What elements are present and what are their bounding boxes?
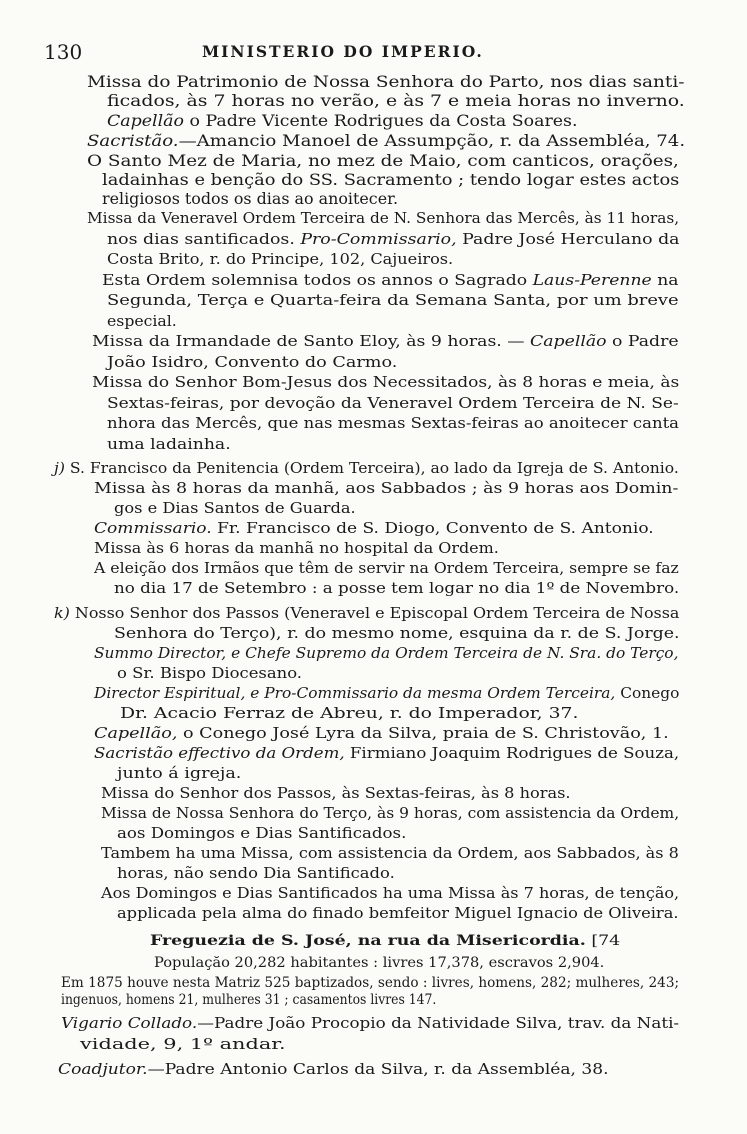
text-run: Costa Brito, r. do Principe, 102, Cajueiros. <box>107 250 454 268</box>
text-line <box>107 290 679 310</box>
text-run: Commissario. <box>94 519 212 537</box>
text-line <box>61 990 436 1010</box>
text-line <box>94 478 678 498</box>
text-run: Tambem ha uma Missa, com assistencia da Ordem, aos Sabbados, às 8 <box>101 844 679 862</box>
text-line <box>102 189 398 209</box>
text-run: Missa do Senhor Bom-Jesus dos Necessitados, às 8 horas e meia, às <box>92 373 680 391</box>
text-run: Coadjutor. <box>58 1060 148 1078</box>
text-run: Nosso Senhor dos Passos (Veneravel e Episcopal Ordem Terceira de Nossa <box>69 604 680 622</box>
text-run: Laus-Perenne <box>532 271 652 289</box>
section-heading <box>150 931 620 951</box>
text-run: Missa do Senhor dos Passos, às Sextas-feiras, às 8 horas. <box>101 784 571 802</box>
text-line <box>114 498 356 518</box>
text-run: Esta Ordem solemnisa todos os annos o Sagrado <box>102 271 533 289</box>
text-run: aos Domingos e Dias Santificados. <box>117 824 407 842</box>
text-run: o Sr. Bispo Diocesano. <box>117 664 303 682</box>
text-line <box>87 131 685 151</box>
text-run: [74 <box>585 933 621 949</box>
text-line <box>117 763 241 783</box>
text-line <box>107 413 679 433</box>
text-run: j) <box>54 459 65 477</box>
text-run: Pro-Commissario, <box>300 230 457 248</box>
text-run: Sacristão. <box>87 131 179 150</box>
text-line <box>87 72 684 92</box>
text-run: vidade, 9, 1º andar. <box>80 1035 286 1053</box>
text-line <box>107 434 231 454</box>
text-line <box>114 578 679 598</box>
text-run: nhora das Mercês, que nas mesmas Sextas-feiras ao anoitecer canta <box>107 414 680 432</box>
text-line <box>94 643 678 663</box>
text-run: Fr. Francisco de S. Diogo, Convento de S. Antonio. <box>211 519 654 537</box>
text-run: ficados, às 7 horas no verão, e às 7 e meia horas no inverno. <box>107 91 685 110</box>
text-run: na <box>651 271 679 289</box>
text-line <box>94 518 654 538</box>
text-run: Aos Domingos e Dias Santificados ha uma Missa às 7 horas, de tenção, <box>101 884 680 902</box>
text-line <box>94 558 679 578</box>
text-run: ingenuos, homens 21, mulheres 31 ; casamentos livres 147. <box>61 992 437 1008</box>
text-line <box>101 803 679 823</box>
text-run: —Amancio Manoel de Assumpção, r. da Assembléa, 74. <box>178 131 686 150</box>
text-run: o Conego José Lyra da Silva, praia de S. Christovão, 1. <box>177 724 669 742</box>
text-run: Capellão <box>530 332 607 350</box>
text-run: ladainhas e benção do SS. Sacramento ; tendo logar estes actos <box>102 170 680 189</box>
text-run: Missa da Irmandade de Santo Eloy, às 9 horas. — <box>92 332 531 350</box>
text-run: Capellão, <box>94 724 178 742</box>
text-run: Conego <box>615 684 680 702</box>
text-run: Sextas-feiras, por devoção da Veneravel Ordem Terceira de N. Se- <box>107 394 679 412</box>
text-line <box>58 1059 609 1079</box>
text-run: Missa da Veneravel Ordem Terceira de N. Senhora das Mercês, às 11 horas, <box>87 209 680 227</box>
text-line <box>87 208 679 228</box>
text-run: Firmiano Joaquim Rodrigues de Souza, <box>344 744 680 762</box>
text-run: Missa às 8 horas da manhã, aos Sabbados ; às 9 horas aos Domin- <box>94 479 679 497</box>
text-run: especial. <box>107 312 177 330</box>
text-line <box>80 1034 286 1054</box>
text-run: O Santo Mez de Maria, no mez de Maio, com canticos, orações, <box>87 151 679 170</box>
text-run: horas, não sendo Dia Santificado. <box>117 864 395 882</box>
text-run: Senhora do Terço), r. do mesmo nome, esquina da r. de S. Jorge. <box>114 624 680 642</box>
text-line <box>154 953 604 973</box>
text-run: k) <box>54 604 70 622</box>
text-run: Em 1875 houve nesta Matriz 525 baptizados, sendo : livres, homens, 282; mulheres, 243; <box>61 975 680 991</box>
text-line <box>94 683 679 703</box>
page-header <box>44 40 704 66</box>
text-run: Missa do Patrimonio de Nossa Senhora do Parto, nos dias santi- <box>87 72 685 91</box>
text-line <box>107 393 679 413</box>
text-run: Missa às 6 horas da manhã no hospital da Ordem. <box>94 539 499 557</box>
text-run: Summo Director, e Chefe Supremo da Ordem Terceira de N. Sra. do Terço, <box>94 644 679 662</box>
text-line <box>61 1013 679 1033</box>
text-run: S. Francisco da Penitencia (Ordem Terceira), ao lado da Igreja de S. Antonio. <box>64 459 679 477</box>
text-line <box>92 331 679 351</box>
text-run: nos dias santificados. <box>107 230 301 248</box>
text-line <box>54 458 679 478</box>
text-run: uma ladainha. <box>107 435 231 453</box>
text-run: Freguezia de S. José, na rua da Misericordia. <box>150 933 586 949</box>
text-line <box>107 311 177 331</box>
text-run: Capellão <box>107 111 184 130</box>
text-line <box>54 603 679 623</box>
text-line <box>117 663 302 683</box>
text-line <box>92 372 679 392</box>
text-run: A eleição dos Irmãos que têm de servir na Ordem Terceira, sempre se faz <box>94 559 679 577</box>
text-line <box>101 883 679 903</box>
text-line <box>120 703 578 723</box>
text-line <box>101 843 679 863</box>
text-line <box>87 151 679 171</box>
page-number: 130 <box>44 40 83 64</box>
text-run: Vigario Collado. <box>61 1014 198 1032</box>
text-line <box>107 352 397 372</box>
text-run: o Padre Vicente Rodrigues da Costa Soares. <box>183 111 578 130</box>
text-run: o Padre <box>606 332 679 350</box>
text-line <box>107 111 577 131</box>
text-run: gos e Dias Santos de Guarda. <box>114 499 356 517</box>
running-title: MINISTERIO DO IMPERIO. <box>202 42 484 61</box>
text-run: Segunda, Terça e Quarta-feira da Semana Santa, por um breve <box>107 291 679 309</box>
text-run: Director Espiritual, e Pro-Commissario da mesma Ordem Terceira, <box>94 684 616 702</box>
text-run: Missa de Nossa Senhora do Terço, às 9 horas, com assistencia da Ordem, <box>101 804 680 822</box>
text-run: Dr. Acacio Ferraz de Abreu, r. do Imperador, 37. <box>120 704 579 722</box>
text-line <box>94 538 499 558</box>
text-line <box>102 270 679 290</box>
text-line <box>107 229 680 249</box>
text-run: applicada pela alma do finado bemfeitor Miguel Ignacio de Oliveira. <box>117 904 679 922</box>
text-line <box>117 903 679 923</box>
text-line <box>94 743 679 763</box>
text-run: junto á igreja. <box>117 764 242 782</box>
text-run: religiosos todos os dias ao anoitecer. <box>102 189 399 208</box>
text-run: Sacristão effectivo da Ordem, <box>94 744 345 762</box>
text-run: —Padre Antonio Carlos da Silva, r. da Assembléa, 38. <box>147 1060 609 1078</box>
text-line <box>117 823 406 843</box>
text-run: Padre José Herculano da <box>456 230 680 248</box>
text-line <box>107 249 453 269</box>
text-line <box>102 170 679 190</box>
text-run: no dia 17 de Setembro : a posse tem logar no dia 1º de Novembro. <box>114 579 680 597</box>
text-run: João Isidro, Convento do Carmo. <box>107 353 398 371</box>
text-run: Populaçăo 20,282 habitantes : livres 17,378, escravos 2,904. <box>154 955 605 971</box>
text-run: —Padre João Procopio da Natividade Silva, trav. da Nati- <box>197 1014 680 1032</box>
text-line <box>101 783 571 803</box>
text-line <box>114 623 680 643</box>
text-line <box>107 91 685 111</box>
text-line <box>94 723 669 743</box>
text-line <box>117 863 395 883</box>
